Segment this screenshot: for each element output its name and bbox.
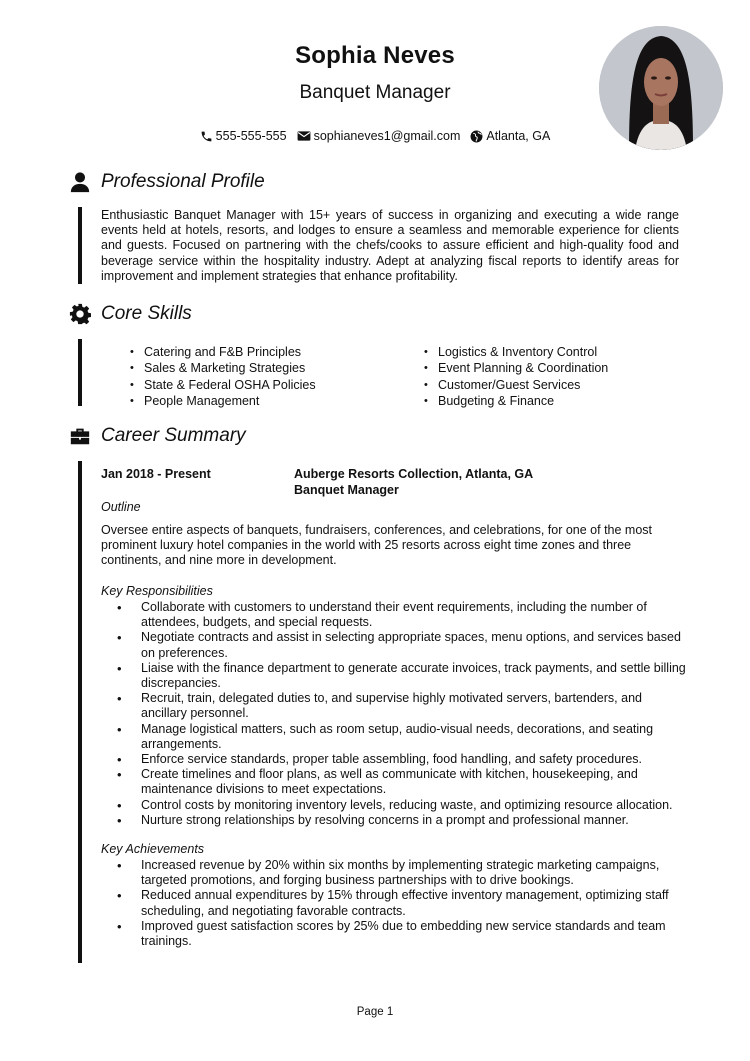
email-text: sophianeves1@gmail.com	[313, 129, 461, 143]
skill-item: • Budgeting & Finance	[424, 393, 684, 409]
responsibility-item: • Manage logistical matters, such as room setup, audio-visual needs, decorations, and seating arrangements.	[101, 722, 686, 752]
envelope-icon	[297, 130, 311, 142]
achievements-label: Key Achievements	[101, 842, 205, 856]
skill-item: • Catering and F&B Principles	[130, 344, 410, 360]
responsibility-item: • Recruit, train, delegated duties to, and supervise highly motivated servers, bartenders, and ancillary personnel.	[101, 691, 686, 721]
globe-icon	[470, 130, 483, 143]
user-icon	[69, 171, 91, 193]
skills-list-left	[130, 344, 410, 410]
page-number: Page 1	[356, 1006, 394, 1018]
section-title-skills: Core Skills	[101, 303, 192, 324]
skill-item: • Sales & Marketing Strategies	[130, 360, 410, 376]
profile-text: Enthusiastic Banquet Manager with 15+ years of success in organizing and executing a wide range events held at hotels, resorts, and lodges to ensure a seamless and memorable experience for clients and guests. Focused on partnering with the chefs/cooks to assure efficient and high-quality food and beverage service within the hospitality industry. Adept at analyzing fiscal reports to identify areas for improvement and implement strategies that enhance profitability.	[101, 208, 679, 283]
achievement-item: • Increased revenue by 20% within six months by implementing strategic marketing campaigns, targeted promotions, and forging business partnerships with to drive bookings.	[101, 858, 686, 888]
achievement-item: • Improved guest satisfaction scores by 25% due to embedding new service standards and team trainings.	[101, 919, 686, 949]
outline-text: Oversee entire aspects of banquets, fundraisers, conferences, and celebrations, for one of the most prominent luxury hotel companies in the world with 25 resorts across eight time zones and three continents, and nine more in development.	[101, 523, 653, 568]
responsibility-item: • Enforce service standards, proper table assembling, food handling, and safety procedures.	[101, 752, 686, 767]
job-date: Jan 2018 - Present	[101, 467, 211, 481]
responsibility-item: • Nurture strong relationships by resolving concerns in a prompt and professional manner.	[101, 813, 686, 828]
phone-icon	[200, 130, 213, 143]
responsibility-item: • Create timelines and floor plans, as well as communicate with kitchen, housekeeping, and maintenance divisions to meet expectations.	[101, 767, 686, 797]
location-text: Atlanta, GA	[486, 129, 551, 143]
section-bar-career	[78, 461, 82, 963]
responsibility-item: • Control costs by monitoring inventory levels, reducing waste, and optimizing resource allocation.	[101, 798, 686, 813]
skill-item: • People Management	[130, 393, 410, 409]
job-position: Banquet Manager	[294, 483, 399, 497]
achievements-list	[101, 858, 686, 949]
briefcase-icon	[69, 425, 91, 447]
responsibility-item: • Liaise with the finance department to generate accurate invoices, track payments, and settle billing discrepancies.	[101, 661, 686, 691]
section-title-career: Career Summary	[101, 425, 246, 446]
phone-text: 555-555-555	[215, 129, 287, 143]
candidate-name: Sophia Neves	[295, 42, 455, 69]
section-bar-skills	[78, 339, 82, 406]
skill-item: • Logistics & Inventory Control	[424, 344, 684, 360]
profile-photo	[599, 26, 723, 150]
achievement-item: • Reduced annual expenditures by 15% through effective inventory management, optimizing staff scheduling, and negotiating favorable contracts.	[101, 888, 686, 918]
responsibility-item: • Negotiate contracts and assist in selecting appropriate spaces, menu options, and services based on preferences.	[101, 630, 686, 660]
skills-list-right	[424, 344, 684, 410]
outline-label: Outline	[101, 500, 141, 514]
gear-icon	[69, 303, 91, 325]
responsibilities-list	[101, 600, 686, 828]
section-bar-profile	[78, 207, 82, 284]
responsibility-item: • Collaborate with customers to understand their event requirements, including the number of attendees, budgets, and special requests.	[101, 600, 686, 630]
job-title: Banquet Manager	[299, 82, 451, 103]
skill-item: • Customer/Guest Services	[424, 377, 684, 393]
section-title-profile: Professional Profile	[101, 171, 265, 192]
contact-location	[470, 129, 550, 143]
contact-email	[297, 129, 461, 143]
contact-phone	[200, 129, 287, 143]
skill-item: • State & Federal OSHA Policies	[130, 377, 410, 393]
responsibilities-label: Key Responsibilities	[101, 584, 213, 598]
job-company: Auberge Resorts Collection, Atlanta, GA	[294, 467, 534, 481]
skill-item: • Event Planning & Coordination	[424, 360, 684, 376]
